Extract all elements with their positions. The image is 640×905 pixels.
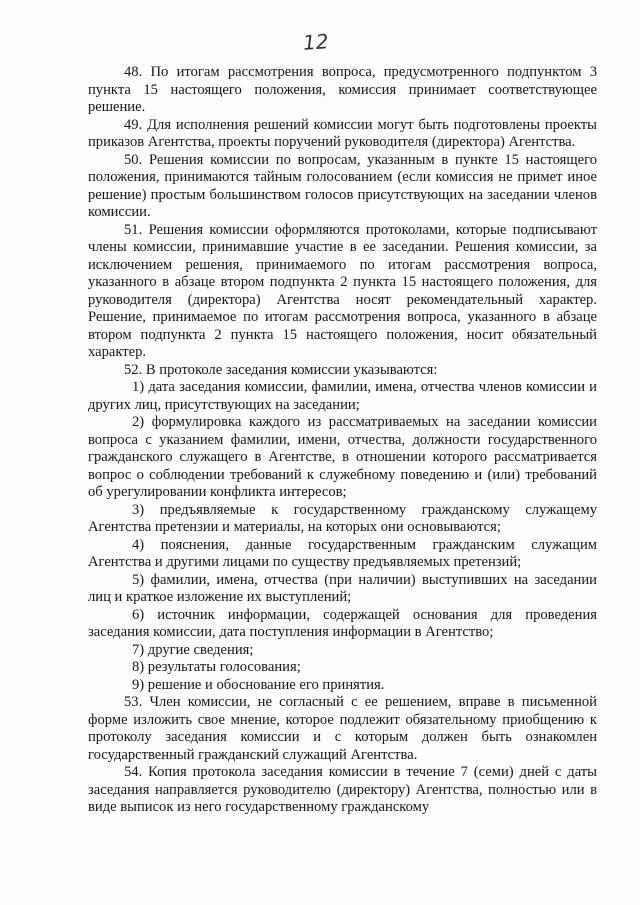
paragraph-51: 51. Решения комиссии оформляются протоколами, которые подписывают члены комиссии, принимавшие участие в ее заседании. Решения комиссии, за исключением решения, принимаемого по итогам рассмотрения вопроса, указанного в абзаце втором подпункта 2 пункта 15 настоящего положения, для руководителя (директора) Агентства носят рекомендательный характер. Решение, принимаемое по итогам рассмотрения вопроса, указанного в абзаце втором подпункта 2 пункта 15 настоящего положения, носит обязательный характер. [88, 221, 597, 360]
paragraph-53: 53. Член комиссии, не согласный с ее решением, вправе в письменной форме изложить свое мнение, которое подлежит обязательному приобщению к протоколу заседания комиссии и с которым должен быть ознакомлен государственный гражданский служащий Агентства. [88, 694, 597, 763]
paragraph-52-item-1: 1) дата заседания комиссии, фамилии, имена, отчества членов комиссии и других лиц, присутствующих на заседании; [88, 379, 597, 413]
paragraph-52-item-8: 8) результаты голосования; [132, 659, 301, 675]
paragraph-49: 49. Для исполнения решений комиссии могут быть подготовлены проекты приказов Агентства, проекты поручений руководителя (директора) Агентства. [88, 116, 597, 150]
paragraph-54: 54. Копия протокола заседания комиссии в течение 7 (семи) дней с даты заседания направляется руководителю (директору) Агентства, полностью или в виде выписок из него государственному гражданскому [88, 764, 597, 815]
paragraph-52-item-3: 3) предъявляемые к государственному гражданскому служащему Агентства претензии и материалы, на которых они основываются; [88, 501, 597, 535]
paragraph-52-item-6: 6) источник информации, содержащей основания для проведения заседания комиссии, дата поступления информации в Агентство; [88, 606, 597, 640]
paragraph-52: 52. В протоколе заседания комиссии указываются: [124, 361, 438, 378]
paragraph-52-item-4: 4) пояснения, данные государственным гражданским служащим Агентства и другими лицами по существу предъявляемых претензий; [88, 536, 597, 570]
paragraph-50: 50. Решения комиссии по вопросам, указанным в пункте 15 настоящего положения, принимаются тайным голосованием (если комиссия не примет иное решение) простым большинством голосов присутствующих на заседании членов комиссии. [88, 151, 597, 220]
paragraph-52-item-2: 2) формулировка каждого из рассматриваемых на заседании комиссии вопроса с указанием фамилии, имени, отчества, должности государственного гражданского служащего в Агентстве, в отношении которого рассматривается вопрос о соблюдении требований к служебному поведению и (или) требований об урегулировании конфликта интересов; [88, 414, 597, 500]
page-number: 12 [302, 29, 330, 55]
document-body [88, 64, 597, 817]
paragraph-52-item-9: 9) решение и обоснование его принятия. [132, 676, 385, 693]
paragraph-52-item-7: 7) другие сведения; [132, 641, 254, 658]
paragraph-52-item-5: 5) фамилии, имена, отчества (при наличии) выступивших на заседании лиц и краткое изложение их выступлений; [88, 571, 597, 605]
paragraph-48: 48. По итогам рассмотрения вопроса, предусмотренного подпунктом 3 пункта 15 настоящего положения, комиссия принимает соответствующее решение. [88, 64, 597, 115]
